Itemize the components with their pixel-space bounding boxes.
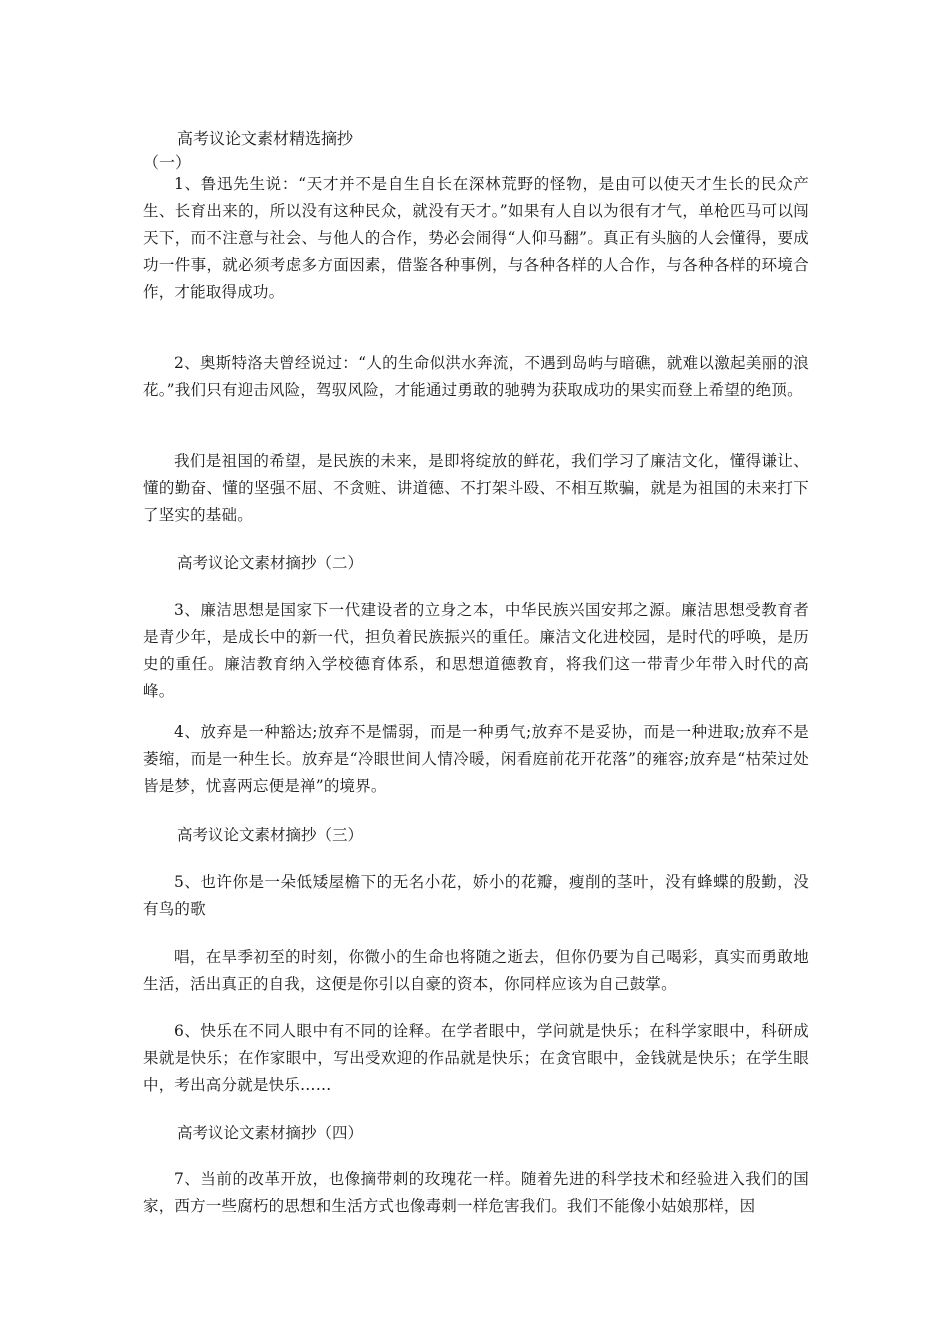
section-heading-4: 高考议论文素材摘抄（四）	[177, 1124, 364, 1142]
paragraph-3: 我们是祖国的希望，是民族的未来，是即将绽放的鲜花，我们学习了廉洁文化，懂得谦让、懂的勤奋、懂的坚强不屈、不贪赃、讲道德、不打架斗殴、不相互欺骗，就是为祖国的未来打下了坚实的基础。	[143, 452, 809, 524]
paragraph-6: 5、也许你是一朵低矮屋檐下的无名小花，娇小的花瓣，瘦削的茎叶，没有蜂蝶的殷勤，没有鸟的歌	[143, 873, 809, 918]
section-heading-2: 高考议论文素材摘抄（二）	[177, 554, 364, 572]
paragraph-4: 3、廉洁思想是国家下一代建设者的立身之本，中华民族兴国安邦之源。廉洁思想受教育者是青少年，是成长中的新一代，担负着民族振兴的重任。廉洁文化进校园，是时代的呼唤，是历史的重任。廉洁教育纳入学校德育体系，和思想道德教育，将我们这一带青少年带入时代的高峰。	[143, 601, 809, 700]
paragraph-9: 7、当前的改革开放，也像摘带刺的玫瑰花一样。随着先进的科学技术和经验进入我们的国家，西方一些腐朽的思想和生活方式也像毒刺一样危害我们。我们不能像小姑娘那样，因	[143, 1170, 809, 1215]
paragraph-5: 4、放弃是一种豁达;放弃不是懦弱，而是一种勇气;放弃不是妥协，而是一种进取;放弃不是萎缩，而是一种生长。放弃是“冷眼世间人情冷暖，闲看庭前花开花落”的雍容;放弃是“枯荣过处皆是梦，忧喜两忘便是禅”的境界。	[143, 723, 809, 795]
document-title: 高考议论文素材精选摘抄	[177, 129, 354, 148]
paragraph-1: 1、鲁迅先生说：“天才并不是自生自长在深林荒野的怪物，是由可以使天才生长的民众产生、长育出来的，所以没有这种民众，就没有天才。”如果有人自以为很有才气，单枪匹马可以闯天下，而不注意与社会、与他人的合作，势必会闹得“人仰马翻”。真正有头脑的人会懂得，要成功一件事，就必须考虑多方面因素，借鉴各种事例，与各种各样的人合作，与各种各样的环境合作，才能取得成功。	[143, 175, 809, 301]
paragraph-2: 2、奥斯特洛夫曾经说过：“人的生命似洪水奔流，不遇到岛屿与暗礁，就难以激起美丽的浪花。”我们只有迎击风险，驾驭风险，才能通过勇敢的驰骋为获取成功的果实而登上希望的绝顶。	[143, 354, 809, 399]
part-one-mark: （一）	[143, 153, 192, 172]
paragraph-8: 6、快乐在不同人眼中有不同的诠释。在学者眼中，学问就是快乐；在科学家眼中，科研成果就是快乐；在作家眼中，写出受欢迎的作品就是快乐；在贪官眼中，金钱就是快乐；在学生眼中，考出高分就是快乐……	[143, 1022, 809, 1094]
paragraph-7: 唱，在旱季初至的时刻，你微小的生命也将随之逝去，但你仍要为自己喝彩，真实而勇敢地生活，活出真正的自我，这便是你引以自豪的资本，你同样应该为自己鼓掌。	[143, 948, 809, 993]
section-heading-3: 高考议论文素材摘抄（三）	[177, 826, 364, 844]
